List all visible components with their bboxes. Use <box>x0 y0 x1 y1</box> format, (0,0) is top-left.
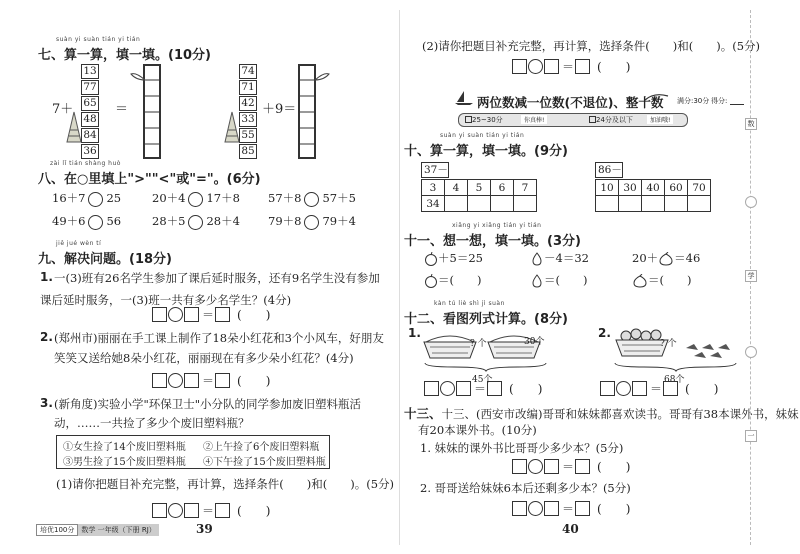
s11-ans-1: ＝( ) <box>424 272 481 288</box>
s13-line-2: 有20本课外书。(10分) <box>418 423 537 437</box>
answer-box[interactable] <box>487 381 502 396</box>
answer-box[interactable] <box>215 503 230 518</box>
answer-box[interactable] <box>512 501 527 516</box>
s8-item-1: 16＋7 25 <box>52 191 122 205</box>
q3-part-2: (2)请你把题目补充完整，再计算，选择条件( )和( )。(5分) <box>422 39 761 53</box>
operator-circle[interactable] <box>168 307 183 322</box>
answer-box[interactable] <box>215 373 230 388</box>
rating-1-note: 你真棒! <box>521 115 547 124</box>
apple-icon <box>424 274 438 288</box>
compare-circle[interactable] <box>88 215 103 230</box>
score-line <box>730 104 744 105</box>
answer-cell[interactable] <box>688 196 711 212</box>
compare-circle[interactable] <box>304 192 319 207</box>
banner-get: 得分: <box>711 97 728 105</box>
table-a-head: 37－ <box>421 162 449 178</box>
peach-icon <box>658 252 674 266</box>
q3-1-answer-row: ＝ ( ) <box>152 500 271 519</box>
answer-box[interactable] <box>575 59 590 74</box>
answer-box[interactable] <box>152 307 167 322</box>
page-divider <box>399 10 400 545</box>
banner-score: 满分:30分 <box>677 97 710 105</box>
q2-line-1: (郑州市)丽丽在手工课上制作了18朵小红花和3个小风车，好朋友 <box>54 331 384 345</box>
s11-title: 十一、想一想，填一填。(3分) <box>404 234 581 249</box>
s13-q1: 1. 妹妹的课外书比哥哥少多少本？(5分) <box>420 441 624 455</box>
answer-cell[interactable] <box>514 196 537 212</box>
page-number-left: 39 <box>196 522 213 536</box>
answer-box[interactable] <box>184 307 199 322</box>
answer-box[interactable] <box>632 381 647 396</box>
table-b: 10 30 40 60 70 <box>595 179 711 212</box>
operator-circle[interactable] <box>528 501 543 516</box>
q1-answer-row: ＝ ( ) <box>152 304 271 323</box>
brace-1 <box>424 362 548 372</box>
s9-title: 九、解决问题。(18分) <box>38 252 172 267</box>
bamboo-cell: 85 <box>239 144 257 159</box>
s12-pinyin: kàn tú liè shì jì suàn <box>434 300 505 307</box>
bamboo-cell: 65 <box>81 96 99 111</box>
s11-eq-1: ＋5＝25 <box>424 250 483 266</box>
q2-number: 2. <box>40 330 53 344</box>
q1-number: 1. <box>40 270 53 284</box>
page-number-right: 40 <box>562 522 579 536</box>
answer-box[interactable] <box>152 503 167 518</box>
rating-2-note: 加油哦! <box>647 115 673 124</box>
answer-box[interactable] <box>575 501 590 516</box>
bamboo-cell: 84 <box>81 128 99 143</box>
operator-circle[interactable] <box>528 459 543 474</box>
leaf-icon <box>130 72 146 82</box>
s11-pinyin: xiǎng yi xiǎng tián yi tián <box>452 222 542 229</box>
bamboo-cell: 36 <box>81 144 99 159</box>
peach-icon <box>632 274 648 288</box>
answer-box[interactable] <box>215 307 230 322</box>
operator-circle[interactable] <box>616 381 631 396</box>
answer-box[interactable] <box>663 381 678 396</box>
q2-line-2: 笑笑又送给她8朵小红花，丽丽现在有多少朵小红花？(4分) <box>54 351 354 365</box>
s12-title: 十二、看图列式计算。(8分) <box>404 312 568 327</box>
answer-box[interactable] <box>184 373 199 388</box>
s12-label-1: ? 个 <box>470 339 487 349</box>
bamboo-shoot-icon <box>64 110 84 145</box>
binding-hole <box>745 346 757 358</box>
s8-item-4: 49＋6 56 <box>52 214 122 228</box>
s11-eq-3: 20＋ ＝46 <box>632 251 701 265</box>
bamboo-cell: 55 <box>239 128 257 143</box>
s10-title: 十、算一算，填一填。(9分) <box>404 144 568 159</box>
s12-q1-number: 1. <box>408 326 421 340</box>
table-a: 3 4 5 6 7 34 <box>421 179 537 212</box>
bamboo-cell: 13 <box>81 64 99 79</box>
pear-icon <box>530 274 544 288</box>
condition-3: ③男生捡了15个废旧塑料瓶 <box>63 457 186 468</box>
compare-circle[interactable] <box>88 192 103 207</box>
s8-title: 八、在○里填上">""<"或"="。(6分) <box>38 172 261 187</box>
bamboo-cell: 33 <box>239 112 257 127</box>
answer-box[interactable] <box>544 459 559 474</box>
s7-title: 七、算一算，填一填。(10分) <box>38 48 211 63</box>
q1-line-1: 一(3)班有26名学生参加了课后延时服务，还有9名学生没有参加 <box>54 271 380 285</box>
operator-circle[interactable] <box>440 381 455 396</box>
q3-line-1: (新角度)实验小学"环保卫士"小分队的同学参加废旧塑料瓶活 <box>54 397 362 411</box>
answer-cell[interactable] <box>468 196 491 212</box>
answer-box[interactable] <box>152 373 167 388</box>
answer-cell[interactable] <box>491 196 514 212</box>
pear-icon <box>530 252 544 266</box>
compare-circle[interactable] <box>188 192 203 207</box>
apple-icon <box>424 252 438 266</box>
q3-2-answer-row: ＝ ( ) <box>512 56 631 75</box>
footer-brand <box>36 524 159 536</box>
operator-circle[interactable] <box>528 59 543 74</box>
bamboo-cell: 48 <box>81 112 99 127</box>
table-b-head: 86－ <box>595 162 623 178</box>
compare-circle[interactable] <box>188 215 203 230</box>
book-tag: 数学 一年级（下册 RJ） <box>78 524 158 536</box>
conditions-box <box>56 435 330 469</box>
answer-box[interactable] <box>575 459 590 474</box>
bamboo-cell: 42 <box>239 96 257 111</box>
s12-label-3: 45个 <box>472 375 493 385</box>
bamboo-cell: 77 <box>81 80 99 95</box>
q2-answer-row: ＝ ( ) <box>152 370 271 389</box>
basket-picture-2 <box>612 326 742 362</box>
bamboo-shoot-icon <box>222 110 242 145</box>
answer-box[interactable] <box>600 381 615 396</box>
s7-pinyin: suàn yi suàn tián yi tián <box>56 36 141 43</box>
bamboo-cell: 71 <box>239 80 257 95</box>
s12-q2-number: 2. <box>598 326 611 340</box>
q1-line-2: 课后延时服务，一(3)班一共有多少名学生？(4分) <box>40 293 292 307</box>
s7-prefix: 7＋ <box>52 102 74 117</box>
rating-bar <box>458 113 688 127</box>
s11-ans-2: ＝( ) <box>530 272 587 288</box>
answer-box[interactable] <box>512 59 527 74</box>
s11-ans-3: ＝( ) <box>632 272 691 288</box>
q3-line-2: 动，……一共捡了多少个废旧塑料瓶？ <box>54 416 250 430</box>
answer-box[interactable] <box>512 459 527 474</box>
binding-hole <box>745 196 757 208</box>
s9-pinyin: jiě jué wèn tí <box>56 240 102 247</box>
brand-label: 培优100分 <box>36 524 78 536</box>
s7-eq-1: ＝ <box>115 102 129 117</box>
s12-label-5: 68个 <box>664 375 685 385</box>
s8-item-5: 28＋5 28＋4 <box>152 214 240 228</box>
condition-2: ②上午捡了6个废旧塑料瓶 <box>203 442 320 453</box>
rating-2: 24分及以下 <box>589 115 633 125</box>
operator-circle[interactable] <box>168 503 183 518</box>
s12-q1-answer-row: ＝ ( ) <box>424 378 543 397</box>
s12-label-4: ? 个 <box>660 339 677 349</box>
answer-cell[interactable] <box>642 196 665 212</box>
rating-1: 25~30分 <box>465 115 503 125</box>
s13-q2: 2. 哥哥送给妹妹6本后还剩多少本？(5分) <box>420 481 631 495</box>
s8-item-6: 79＋8 79＋4 <box>268 214 356 228</box>
s13-q1-answer-row: ＝ ( ) <box>512 456 631 475</box>
answer-box[interactable] <box>184 503 199 518</box>
s8-item-2: 20＋4 17＋8 <box>152 191 240 205</box>
q3-part-1: (1)请你把题目补充完整，再计算，选择条件( )和( )。(5分) <box>56 477 395 491</box>
s12-q2-answer-row: ＝ ( ) <box>600 378 719 397</box>
side-label-2: 学 <box>745 270 757 282</box>
operator-circle[interactable] <box>168 373 183 388</box>
s8-pinyin: zài lǐ tián shàng huò <box>50 160 121 167</box>
answer-box[interactable] <box>544 59 559 74</box>
q3-number: 3. <box>40 396 53 410</box>
s10-pinyin: suàn yi suàn tián yi tián <box>440 132 525 139</box>
compare-circle[interactable] <box>304 215 319 230</box>
s13-line-1: 十三、十三、(西安市改编)哥哥和妹妹都喜欢读书。哥哥有38本课外书，妹妹 <box>404 406 799 421</box>
s12-label-2: 30个 <box>524 337 545 347</box>
s11-eq-2: －4＝32 <box>530 250 589 266</box>
answer-cell[interactable] <box>619 196 642 212</box>
answer-cell[interactable] <box>665 196 688 212</box>
s7-suffix: ＋9＝ <box>262 102 297 117</box>
answer-box[interactable] <box>424 381 439 396</box>
side-label-1: 数 <box>745 118 757 130</box>
s13-q2-answer-row: ＝ ( ) <box>512 498 631 517</box>
answer-box[interactable] <box>544 501 559 516</box>
answer-box[interactable] <box>456 381 471 396</box>
bamboo-cell: 74 <box>239 64 257 79</box>
banner-title: 两位数减一位数(不退位)、整十数 <box>477 95 664 110</box>
condition-1: ①女生捡了14个废旧塑料瓶 <box>63 442 186 453</box>
s8-item-3: 57＋8 57＋5 <box>268 191 356 205</box>
leaf-icon <box>314 72 330 82</box>
brace-2 <box>614 362 738 372</box>
answer-cell[interactable] <box>445 196 468 212</box>
condition-4: ④下午捡了15个废旧塑料瓶 <box>203 457 326 468</box>
answer-cell[interactable] <box>596 196 619 212</box>
swoosh-icon <box>644 92 670 102</box>
side-label-3: 一 <box>745 430 757 442</box>
sailboat-icon <box>454 90 474 106</box>
